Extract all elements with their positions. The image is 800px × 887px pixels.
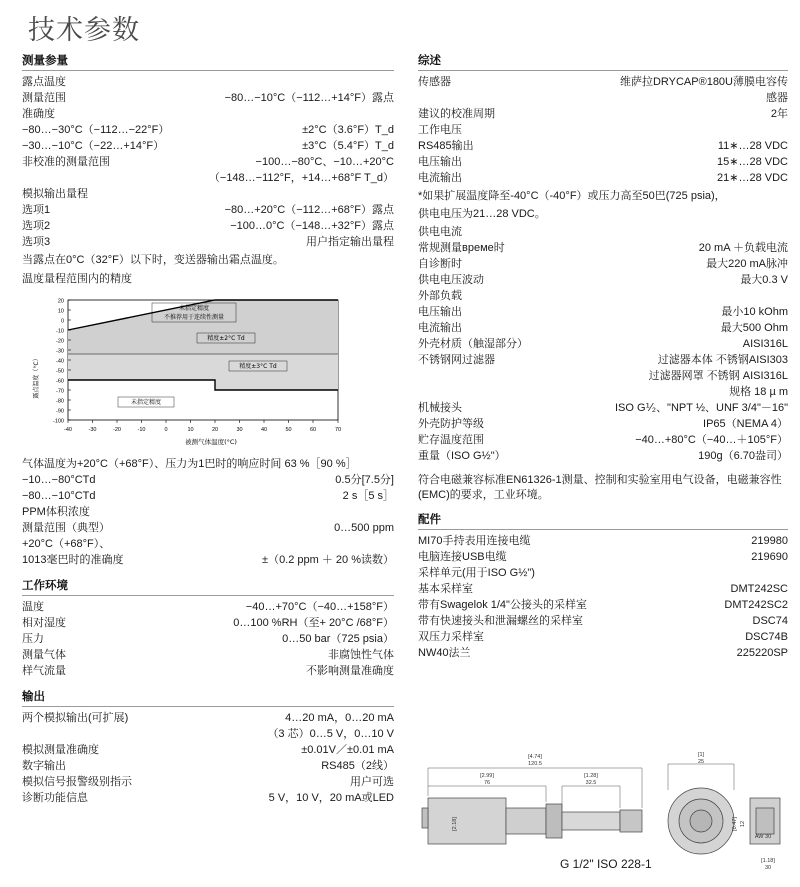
table-row <box>22 647 394 663</box>
svg-text:20: 20 <box>57 298 64 305</box>
row-label: 采样单元(用于ISO G½") <box>418 567 535 579</box>
row-label: 不锈钢网过滤器 <box>418 354 495 366</box>
table-row <box>418 645 788 661</box>
row-value: 21∗…28 VDC <box>717 172 788 184</box>
row-value <box>187 74 394 90</box>
voltage-note-2: 供电电压为21…28 VDC。 <box>418 207 546 220</box>
row-label: 模拟测量准确度 <box>22 744 99 756</box>
row-label: RS485输出 <box>418 140 474 152</box>
table-row <box>418 74 788 90</box>
row-value: 225220SP <box>736 647 788 659</box>
page-title: 技术参数 <box>28 15 140 46</box>
row-label: 温度 <box>22 601 44 613</box>
row-value: IP65（NEMA 4） <box>703 418 788 430</box>
row-value: 最大0.3 V <box>740 274 788 286</box>
row-value <box>184 504 394 520</box>
row-label: 工作电压 <box>418 124 462 136</box>
table-row <box>22 186 394 202</box>
row-value <box>562 224 788 240</box>
table-row <box>22 472 394 488</box>
table-row <box>418 416 788 432</box>
row-label: 非校准的测量范围 <box>22 156 110 168</box>
row-value: 4…20 mA，0…20 mA <box>285 712 394 724</box>
row-label: 模拟信号报警级别指示 <box>22 776 132 788</box>
row-label: 选项2 <box>22 220 51 232</box>
row-value: 用户指定输出量程 <box>306 236 394 248</box>
table-row <box>418 432 788 448</box>
dim-12: 12 <box>740 820 746 828</box>
row-value: −80…+20°C（−112…+68°F）露点 <box>224 204 394 216</box>
dim-0-47: [0.47] <box>732 817 738 831</box>
svg-text:40: 40 <box>260 427 268 433</box>
row-label: +20°C（+68°F）、 <box>22 538 111 550</box>
accuracy-chart <box>26 292 356 452</box>
table-row <box>22 520 394 536</box>
svg-text:-100: -100 <box>52 418 64 425</box>
table-row <box>418 629 788 645</box>
row-value: DSC74 <box>752 615 788 627</box>
row-label: PPM体积浓度 <box>22 506 90 518</box>
svg-text:50: 50 <box>285 427 292 433</box>
table-row <box>22 504 394 520</box>
section-heading-measurement: 测量参量 <box>22 52 394 71</box>
row-value: 2 s［5 s］ <box>342 490 394 502</box>
row-label: −80…−30°C（−112…−22°F） <box>22 124 170 136</box>
table-row <box>418 613 788 629</box>
accuracy-subheading: 温度量程范围内的精度 <box>22 272 132 285</box>
svg-text:0: 0 <box>60 318 64 325</box>
row-label: 测量范围 <box>22 92 66 104</box>
svg-text:70: 70 <box>334 427 342 433</box>
table-row <box>22 106 394 122</box>
table-row <box>22 202 394 218</box>
svg-text:-20: -20 <box>113 427 121 433</box>
row-label: 样气流量 <box>22 665 66 677</box>
dim-76: 76 <box>483 780 491 786</box>
output-table <box>22 710 394 806</box>
row-value: DMT242SC <box>730 583 788 595</box>
table-row <box>22 663 394 679</box>
row-value: AISI316L <box>742 338 788 350</box>
row-value: DSC74B <box>745 631 788 643</box>
row-value: 190g（6.70盎司） <box>698 450 788 462</box>
row-value: −40…+70°C（−40…+158°F） <box>245 601 394 613</box>
table-row <box>418 170 788 186</box>
row-label: 供电电流 <box>418 226 462 238</box>
row-label: 基本采样室 <box>418 583 473 595</box>
svg-text:10: 10 <box>57 308 64 315</box>
table-row <box>418 336 788 352</box>
chart-annotation-1: 未指定精度 <box>178 305 210 312</box>
row-label: 带有快速接头和泄漏螺丝的采样室 <box>418 615 583 627</box>
row-label: 供电电压波动 <box>418 274 484 286</box>
table-row <box>22 536 394 552</box>
svg-text:-40: -40 <box>64 427 72 433</box>
row-label: 测量气体 <box>22 649 66 661</box>
row-value: 219980 <box>751 535 788 547</box>
row-value: 219690 <box>751 551 788 563</box>
row-label: 建议的校准周期 <box>418 108 495 120</box>
svg-text:-40: -40 <box>56 358 64 365</box>
table-row <box>22 234 394 250</box>
table-row <box>418 288 788 304</box>
row-value: 15∗…28 VDC <box>717 156 788 168</box>
dim-aw30: AW 30 <box>754 834 772 840</box>
drawing-caption: G 1/2" ISO 228-1 <box>560 857 652 871</box>
chart-annotation-3: 精度±2°C Td <box>207 335 245 342</box>
svg-text:60: 60 <box>309 427 317 433</box>
row-value: 最大500 Ohm <box>720 322 788 334</box>
table-row <box>22 742 394 758</box>
table-row <box>22 790 394 806</box>
row-value: 过滤器本体 不锈钢AISI303 <box>657 354 788 366</box>
row-label: 电脑连接USB电缆 <box>418 551 507 563</box>
row-label: 重量（ISO G½"） <box>418 450 506 462</box>
row-label: 模拟输出量程 <box>22 188 88 200</box>
row-label: 传感器 <box>418 76 451 88</box>
row-value <box>534 122 788 138</box>
row-label: 两个模拟输出(可扩展) <box>22 712 129 724</box>
row-value <box>187 106 394 122</box>
measurement-note: 当露点在0°C（32°F）以下时，变送器输出霜点温度。 <box>22 254 284 266</box>
table-row <box>418 272 788 288</box>
row-label: MI70手持表用连接电缆 <box>418 535 531 547</box>
voltage-note-1: *如果扩展温度降至-40°C（-40°F）或压力高至50巴(725 psia)， <box>418 190 726 202</box>
row-value: DMT242SC2 <box>724 599 788 611</box>
left-column <box>22 52 394 806</box>
row-label: 外部负载 <box>418 290 462 302</box>
dim-120-5: 120.5 <box>528 761 542 767</box>
table-row <box>418 224 788 240</box>
table-row <box>418 448 788 464</box>
row-value: 0…50 bar（725 psia） <box>282 633 394 645</box>
svg-text:-20: -20 <box>56 338 64 345</box>
row-value: ISO G⅟₂、"NPT ½、UNF 3/4"－16" <box>614 402 788 414</box>
row-label: 电压输出 <box>418 306 462 318</box>
row-value: 0.5分[7.5分] <box>335 474 394 486</box>
row-label <box>418 90 534 106</box>
row-label: 机械接头 <box>418 402 462 414</box>
row-label: 双压力采样室 <box>418 631 484 643</box>
row-label: −10…−80°CTd <box>22 474 96 486</box>
svg-text:0: 0 <box>164 427 168 433</box>
row-value: 0…500 ppm <box>334 522 394 534</box>
table-row <box>418 597 788 613</box>
table-row <box>418 122 788 138</box>
right-column <box>418 52 788 661</box>
table-row <box>418 384 788 400</box>
table-row <box>418 581 788 597</box>
svg-text:-90: -90 <box>56 408 64 415</box>
svg-text:10: 10 <box>187 427 194 433</box>
row-label: 相对湿度 <box>22 617 66 629</box>
row-label: 电压输出 <box>418 156 462 168</box>
dim-2-18: [2.18] <box>452 817 458 831</box>
chart-annotation-4: 精度±3°C Td <box>239 363 277 370</box>
row-value: 非腐蚀性气体 <box>328 649 394 661</box>
row-label: −80…−10°CTd <box>22 490 96 502</box>
row-label: 气体温度为+20°C（+68°F）、压力为1巴时的响应时间 63 %［90 %］ <box>22 458 357 470</box>
row-value <box>184 536 394 552</box>
svg-text:-70: -70 <box>56 388 64 395</box>
row-value: 感器 <box>766 92 788 104</box>
row-label: 选项1 <box>22 204 51 216</box>
table-row <box>418 565 788 581</box>
row-value <box>562 288 788 304</box>
row-label: 贮存温度范围 <box>418 434 484 446</box>
row-label <box>418 384 562 400</box>
row-value: 最小10 kOhm <box>721 306 788 318</box>
svg-text:-30: -30 <box>56 348 64 355</box>
svg-text:-10: -10 <box>137 427 146 433</box>
row-value: 用户可选 <box>350 776 394 788</box>
row-label: 数字输出 <box>22 760 66 772</box>
svg-text:-60: -60 <box>56 378 64 385</box>
table-row <box>22 122 394 138</box>
row-label: 自诊断时 <box>418 258 462 270</box>
row-value: 11∗…28 VDC <box>717 140 788 152</box>
row-label: 常规测量време时 <box>418 242 505 254</box>
chart-annotation-2: 不推荐用于连续性测量 <box>163 314 225 321</box>
row-label: 带有Swagelok 1/4"公接头的采样室 <box>418 599 587 611</box>
svg-text:-50: -50 <box>56 368 64 375</box>
table-row <box>418 154 788 170</box>
row-value: 0…100 %RH（至+ 20°C /68°F） <box>233 617 394 629</box>
row-value: （3 芯）0…5 V，0…10 V <box>267 728 394 740</box>
row-label: 1013毫巴时的准确度 <box>22 554 124 566</box>
table-row <box>418 549 788 565</box>
table-row <box>22 774 394 790</box>
section-heading-output: 输出 <box>22 688 394 707</box>
table-row <box>418 304 788 320</box>
row-value: 维萨拉DRYCAP®180U薄膜电容传 <box>619 76 788 88</box>
table-row <box>418 138 788 154</box>
row-value <box>187 186 394 202</box>
table-row <box>22 631 394 647</box>
environment-table <box>22 599 394 679</box>
table-row <box>22 74 394 90</box>
row-label: −30…−10°C（−22…+14°F） <box>22 140 165 152</box>
row-value: 规格 18 µ m <box>729 386 788 398</box>
row-label: 测量范围（典型） <box>22 522 110 534</box>
dim-2-99: [2.99] <box>480 773 494 779</box>
table-row <box>418 368 788 384</box>
row-label: 露点温度 <box>22 76 66 88</box>
table-row <box>22 218 394 234</box>
dim-32-5: 32.5 <box>585 780 597 786</box>
svg-text:-80: -80 <box>56 398 64 405</box>
row-value: ±3°C（5.4°F）T_d <box>302 140 394 152</box>
table-row <box>22 488 394 504</box>
section-heading-accessories: 配件 <box>418 511 788 530</box>
table-row <box>22 758 394 774</box>
row-value: 20 mA ＋负载电流 <box>698 242 788 254</box>
row-label: 诊断功能信息 <box>22 792 88 804</box>
table-row <box>22 170 394 186</box>
row-label <box>418 368 562 384</box>
row-label: 选项3 <box>22 236 51 248</box>
chart-ylabel: 露点温度（°C） <box>33 355 40 399</box>
row-label: NW40法兰 <box>418 647 471 659</box>
dim-25: 25 <box>697 759 705 765</box>
row-label <box>22 170 187 186</box>
table-row <box>22 599 394 615</box>
row-label: 外壳防护等级 <box>418 418 484 430</box>
row-value: −40…+80°C（−40…＋105°F） <box>635 434 788 446</box>
row-value: 2年 <box>770 108 788 120</box>
table-row <box>418 320 788 336</box>
table-row <box>418 352 788 368</box>
row-label: 准确度 <box>22 108 55 120</box>
dim-1-18b: [1.18] <box>761 858 775 864</box>
svg-text:20: 20 <box>211 427 219 433</box>
table-row <box>418 400 788 416</box>
table-row <box>22 138 394 154</box>
svg-text:-30: -30 <box>88 427 97 433</box>
chart-annotation-5: 未指定精度 <box>130 399 162 406</box>
row-value: 最大220 mA脉冲 <box>706 258 788 270</box>
emc-footnote: 符合电磁兼容标准EN61326-1测量、控制和实验室用电气设备，电磁兼容性(EMC)的要求，工业环境。 <box>418 474 782 501</box>
row-value: （−148…−112°F，+14…+68°F T_d） <box>208 172 394 184</box>
row-label: 电流输出 <box>418 322 462 334</box>
svg-text:-10: -10 <box>56 328 64 335</box>
dim-30: 30 <box>764 865 772 871</box>
row-value: −80…−10°C（−112…+14°F）露点 <box>224 92 394 104</box>
general-table <box>418 74 788 186</box>
row-value: RS485（2线） <box>321 760 394 772</box>
table-row <box>22 726 394 742</box>
table-row <box>418 256 788 272</box>
row-value: −100…−80°C、−10…+20°C <box>255 156 394 168</box>
row-value: −100…0°C（−148…+32°F）露点 <box>230 220 394 232</box>
table-row <box>22 615 394 631</box>
table-row <box>418 90 788 106</box>
table-row <box>418 106 788 122</box>
table-row <box>22 90 394 106</box>
table-row <box>418 533 788 549</box>
measurement-table <box>22 74 394 250</box>
row-value: ±（0.2 ppm ＋ 20 %读数） <box>262 554 394 566</box>
row-label: 压力 <box>22 633 44 645</box>
row-value: ±0.01V／±0.01 mA <box>301 744 394 756</box>
section-heading-environment: 工作环境 <box>22 577 394 596</box>
table-row <box>22 552 394 568</box>
dim-4-74: [4.74] <box>528 754 542 760</box>
accessories-table <box>418 533 788 661</box>
dim-1-18: [1] <box>697 752 705 758</box>
row-value <box>687 565 788 581</box>
dim-1-28: [1.28] <box>584 773 598 779</box>
chart-xlabel: 被测气体温度(°C) <box>185 438 237 446</box>
table-row <box>22 154 394 170</box>
row-value: 不影响测量准确度 <box>306 665 394 677</box>
table-row <box>22 456 394 472</box>
response-time-table <box>22 456 394 568</box>
table-row <box>22 710 394 726</box>
row-label: 电流输出 <box>418 172 462 184</box>
general-table-2 <box>418 224 788 464</box>
row-label: 外壳材质（触湿部分） <box>418 338 528 350</box>
row-value: ±2°C（3.6°F）T_d <box>302 124 394 136</box>
row-value: 过滤器网罩 不锈钢 AISI316L <box>648 370 788 382</box>
accuracy-chart-svg <box>26 292 356 454</box>
table-row <box>418 240 788 256</box>
row-label <box>22 726 195 742</box>
section-heading-general: 综述 <box>418 52 788 71</box>
row-value: 5 V，10 V，20 mA或LED <box>268 792 394 804</box>
svg-text:30: 30 <box>236 427 243 433</box>
